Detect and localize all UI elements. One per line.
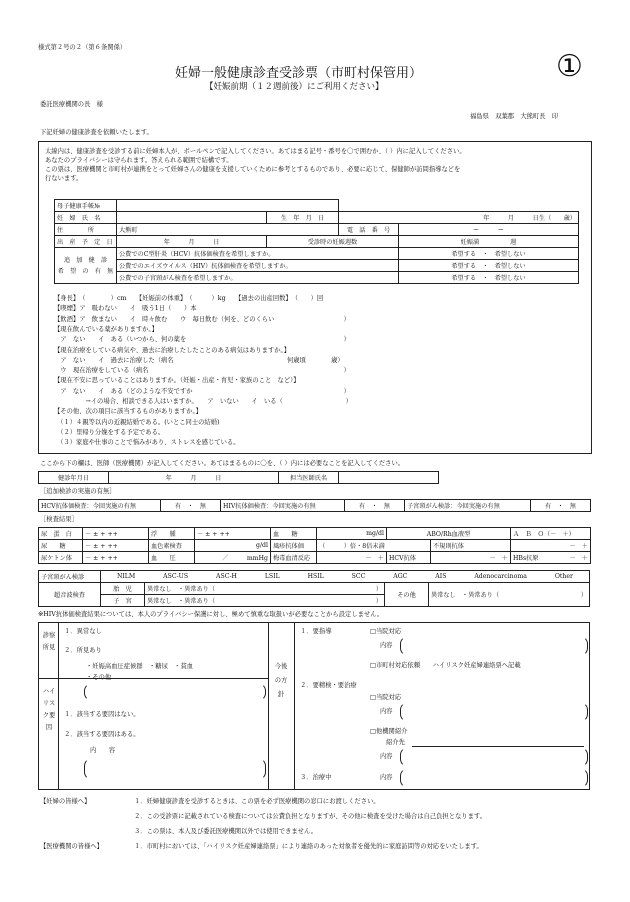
- urine-protein-label: 尿 蛋 白: [39, 528, 83, 540]
- extra-item-hiv: 公費でのエイズウイルス（HIV）抗体価検査を希望しますか。: [117, 260, 399, 272]
- footer-p3: ３．この票は、本人及び委託医療機関以外では使用できません。: [134, 828, 317, 835]
- form-number: 様式第２号の２（第６条関係）: [38, 44, 127, 51]
- hcv-label: HCV抗体: [387, 552, 431, 564]
- bp-value[interactable]: ／ mmHg: [195, 552, 271, 564]
- plan-referral[interactable]: □他機関紹介: [370, 728, 408, 735]
- footer-p2: ２．この受診票に記載されている検査については公費負担となりますが、その他に検査を受けた場合は自己負担となります。: [134, 813, 486, 820]
- hiv-done-choice[interactable]: 有 ・ 無: [345, 500, 405, 512]
- page-title: 妊婦一般健康診査受診票（市町村保管用）: [175, 66, 423, 81]
- abo-label: ABO/Rh血液型: [387, 528, 511, 540]
- edema-value[interactable]: － ± + ++: [195, 528, 271, 540]
- question-line[interactable]: 【現在飲んでいる薬がありますか。】: [54, 325, 158, 333]
- cervical-option[interactable]: HSIL: [307, 573, 324, 580]
- question-line[interactable]: 【現在不安に思っていることはありますか。（妊娠・出産・育児・家族のこと など）】: [54, 377, 300, 385]
- hiv-note: ※HIV抗体価検査結果については、本人のプライバシー保護に対し、極めて慎重な取扱いが必要なことから設定しません。: [38, 611, 384, 618]
- extra-item-cervical: 公費での子宮頸がん検査を希望しますか。: [117, 272, 399, 284]
- weeks-label: 受診時の妊娠週数: [267, 236, 399, 248]
- cervical-option[interactable]: Adenocarcinoma: [474, 573, 527, 580]
- cervical-option[interactable]: Other: [554, 573, 573, 580]
- exam-date-label: 健診年月日: [39, 472, 109, 484]
- edema-label: 浮 腫: [149, 528, 195, 540]
- diag-other[interactable]: ・その他: [86, 674, 112, 681]
- diag-abnormal[interactable]: ２．所見あり: [64, 647, 102, 654]
- dob-label: 生 年 月 日: [267, 212, 339, 224]
- extra-exam-title: ［追加検診の実施の有無］: [40, 488, 116, 495]
- irregular-ab-label: 不規則抗体: [431, 540, 511, 552]
- question-line[interactable]: ウ 現在治療をしている（病名 ）: [54, 367, 350, 375]
- us-fetus-value[interactable]: 異常なし ・異常あり（ ）: [145, 583, 385, 595]
- diag-conditions[interactable]: ・妊娠高血圧症候群 ・糖尿 ・貧血: [86, 663, 194, 670]
- extra-choice-hcv[interactable]: 希望する ・ 希望しない: [399, 248, 579, 260]
- hcv-done-label: HCV抗体価検査：今回実施の有無: [39, 500, 161, 512]
- handbook-field[interactable]: [117, 200, 339, 212]
- plan-treatment-content[interactable]: [400, 702, 588, 722]
- hiv-done-label: HIV抗体価検査：今回実施の有無: [221, 500, 345, 512]
- cervical-label: 子宮頸がん検診: [39, 571, 101, 583]
- question-line[interactable]: ア ない イ ある（いつから、何の薬を ）: [54, 336, 350, 344]
- other-label: その他: [385, 583, 429, 607]
- hbs-label: HBs抗原: [513, 555, 539, 562]
- name-label: 妊 婦 氏 名: [55, 212, 117, 224]
- ultrasound-table: [38, 582, 590, 607]
- urine-sugar-value[interactable]: － ± + ++: [83, 540, 149, 552]
- notice-line4: 行ないます。: [45, 175, 83, 182]
- due-label: 出 産 予 定 日: [55, 236, 117, 248]
- plan-guidance-content[interactable]: [400, 636, 588, 656]
- question-line[interactable]: 【現在治療をしている病気や、過去に治療したしたことのある病気はありますか。】: [54, 346, 291, 354]
- notice-line2: あなたのプライバシーは守られます。答えられる範囲で結構です。: [45, 157, 233, 164]
- extra-exam-label: 追 加 健 診 希 望 の 有 無: [55, 248, 117, 284]
- weeks-field[interactable]: 妊娠満 週: [399, 236, 579, 248]
- cervical-done-choice[interactable]: 有 ・ 無: [531, 500, 591, 512]
- phone-label: 電 話 番 号: [339, 224, 399, 236]
- footer-p1: １．妊婦健康診査を受診するときは、この票を必ず医療機関の窓口にお渡しください。: [134, 798, 380, 805]
- dob-field[interactable]: 年 月 日生（ 歳）: [339, 212, 579, 224]
- hcv-value[interactable]: － ＋: [431, 552, 511, 564]
- plan-treatment-content-label: 内容: [380, 708, 393, 715]
- lab-results-table: [38, 527, 591, 564]
- question-line[interactable]: （１）４親等以内の近親結婚である。(いとこ同士の結婚): [54, 418, 220, 426]
- cervical-option[interactable]: NILM: [116, 573, 136, 580]
- question-line[interactable]: 【その他、次の項目に該当するものがありますか。】: [54, 408, 202, 416]
- irregular-ab-value[interactable]: － ＋: [511, 540, 591, 552]
- blood-sugar-value[interactable]: mg/dl: [317, 528, 387, 540]
- patient-table: [54, 199, 579, 284]
- address-field[interactable]: 大熊町: [117, 224, 339, 236]
- abo-value[interactable]: Ａ Ｂ Ｏ（－ ＋）: [511, 528, 591, 540]
- page-subtitle: 【妊娠前期（１２週前後）にご利用ください】: [205, 82, 384, 92]
- question-line[interactable]: →イの場合、相談できる人はいますか。 ア いない イ いる（ ）: [54, 398, 353, 405]
- risk-content-label: 内 容: [90, 747, 116, 754]
- plan-in-treatment[interactable]: ３．治療中: [300, 774, 332, 781]
- risk-none[interactable]: １．該当する要因はない。: [64, 711, 140, 718]
- cervical-option[interactable]: ASC-H: [216, 573, 237, 580]
- syphilis-value[interactable]: － ＋: [317, 552, 387, 564]
- extra-choice-hiv[interactable]: 希望する ・ 希望しない: [399, 260, 579, 272]
- question-line[interactable]: 【身長】 （ ）cm 【妊娠前の体重】 （ ）kg 【過去の出産回数】 （ ）回: [54, 295, 324, 302]
- extra-item-hcv: 公費でのC型肝炎（HCV）抗体価検査を希望しますか。: [117, 248, 399, 260]
- blood-sugar-label: 血 糖: [271, 528, 317, 540]
- cervical-option[interactable]: ASC-US: [163, 573, 189, 580]
- hb-value[interactable]: g/dl: [195, 540, 271, 552]
- diag-normal[interactable]: １．異常なし: [64, 628, 102, 635]
- question-line[interactable]: （２）里帰り分娩をする予定である。: [54, 428, 165, 436]
- footer-pregnant-label: 【妊婦の皆様へ】: [40, 798, 91, 805]
- plan-guidance-inhouse[interactable]: □当院対応: [370, 628, 402, 635]
- urine-sugar-label: 尿 糖: [39, 540, 83, 552]
- doctor-intro: ここから下の欄は、医師（医療機関）が記入してください。あてはまるものに〇を、（ ）内には必要なことを記入してください。: [40, 460, 405, 467]
- plan-referral-content[interactable]: [400, 747, 588, 767]
- cervical-option[interactable]: SCC: [351, 573, 366, 580]
- exam-date-table: [38, 471, 439, 484]
- us-uterus-label: 子 宮: [101, 595, 145, 607]
- us-fetus-label: 胎 児: [101, 583, 145, 595]
- urine-protein-value[interactable]: － ± + ++: [83, 528, 149, 540]
- plan-guidance[interactable]: １．要指導: [300, 628, 332, 635]
- plan-label: 今後の方針: [274, 663, 288, 698]
- bp-label: 血 圧: [149, 552, 195, 564]
- address-label: 住 所: [55, 224, 117, 236]
- cervical-option[interactable]: LSIL: [264, 573, 280, 580]
- issuer: 福島県 双葉郡 大熊町長 印: [470, 113, 559, 120]
- question-line[interactable]: ア ない イ ある（どのような不安ですか ）: [54, 387, 350, 395]
- footer-h1: １．市町村においては、「ハイリスク妊産婦連絡票」により連絡のあった対象者を優先的に家庭訪問等の対応をいたします。: [134, 843, 483, 850]
- notice-line1: 太線内は、健康診査を受診する前に妊婦本人が、ボールペンで記入してください。あてはまる記号・番号を〇で囲むか、（ ）内に記入してください。: [45, 148, 466, 155]
- exam-date-field[interactable]: 年 月 日: [109, 472, 279, 484]
- hbs-value: － ＋: [569, 555, 588, 562]
- cervical-option[interactable]: AIS: [435, 573, 447, 580]
- risk-present[interactable]: ２．該当する要因はある。: [64, 731, 140, 738]
- plan-in-treatment-content-label: 内容: [380, 774, 393, 781]
- rubella-value[interactable]: （ ）倍・8倍未満: [317, 540, 431, 552]
- high-risk-label: ハイリスク要因: [42, 688, 56, 731]
- results-title: ［検査結果］: [40, 516, 78, 523]
- cervical-done-label: 子宮頸がん検診：今回実施の有無: [405, 500, 531, 512]
- name-field[interactable]: [117, 212, 267, 224]
- question-line[interactable]: （３）家庭や仕事のことで悩みがあり、ストレスを感じている。: [54, 439, 240, 447]
- hbs-cell[interactable]: [511, 552, 591, 564]
- plan-guidance-content-label: 内容: [380, 642, 393, 649]
- doctor-name-label: 担当医師氏名: [279, 472, 339, 484]
- syphilis-label: 梅毒血清反応: [271, 552, 317, 564]
- rubella-label: 風疹抗体価: [271, 540, 317, 552]
- plan-treatment[interactable]: ２．要精検・要治療: [300, 682, 357, 689]
- plan-treatment-inhouse[interactable]: □当院対応: [370, 694, 402, 701]
- doctor-name-field[interactable]: [339, 472, 439, 484]
- question-line[interactable]: ア ない イ 過去に治療した（病名 何歳頃 歳）: [54, 356, 344, 364]
- notice-line3: この票は、医療機関と市町村が連携をとって妊婦さんの健康を支援していくために参考とするものであり、必要に応じて、保健師が訪問指導などを: [45, 166, 461, 173]
- extra-choice-cervical[interactable]: 希望する ・ 希望しない: [399, 272, 579, 284]
- question-line[interactable]: 【飲酒】ア 飲まない イ 時々飲む ウ 毎日飲む（何を、どのくらい ）: [54, 315, 350, 323]
- due-field[interactable]: 年 月 日: [117, 236, 267, 248]
- phone-field[interactable]: ー ー: [399, 224, 579, 236]
- form-number-mark: ①: [556, 49, 583, 84]
- plan-referral-to-label: 紹介先: [386, 739, 405, 746]
- plan-in-treatment-content[interactable]: [400, 768, 588, 788]
- handbook-label: 母子健康手帳№: [55, 200, 117, 212]
- hb-label: 血色素検査: [149, 540, 195, 552]
- question-line[interactable]: 【喫煙】ア 吸わない イ 吸う1日（ ）本: [54, 305, 197, 313]
- extra-exam-table: [38, 499, 591, 512]
- risk-content-field[interactable]: [84, 758, 266, 780]
- cervical-option[interactable]: AGC: [393, 573, 408, 580]
- plan-municipal[interactable]: □市町村対応依頼 ハイリスク妊産婦連絡票へ記載: [370, 662, 521, 669]
- other-value[interactable]: 異常なし ・異常あり（ ）: [429, 583, 590, 607]
- us-uterus-value[interactable]: 異常なし ・異常あり（ ）: [145, 595, 385, 607]
- footer-hospital-label: 【医療機関の皆様へ】: [40, 843, 103, 850]
- plan-referral-content-label: 内容: [380, 753, 393, 760]
- diag-other-field[interactable]: [84, 683, 266, 701]
- recipient: 委託医療機関の長 様: [40, 101, 103, 108]
- urine-ketone-label: 尿ケトン体: [39, 552, 83, 564]
- hcv-done-choice[interactable]: 有 ・ 無: [161, 500, 221, 512]
- request-text: 下記妊婦の健康診査を依頼いたします。: [40, 129, 153, 136]
- diagnosis-label: 診察所見: [42, 632, 56, 651]
- urine-ketone-value[interactable]: － ± + ++: [83, 552, 149, 564]
- cervical-options[interactable]: [101, 571, 590, 583]
- ultrasound-label: 超音波検査: [39, 583, 101, 607]
